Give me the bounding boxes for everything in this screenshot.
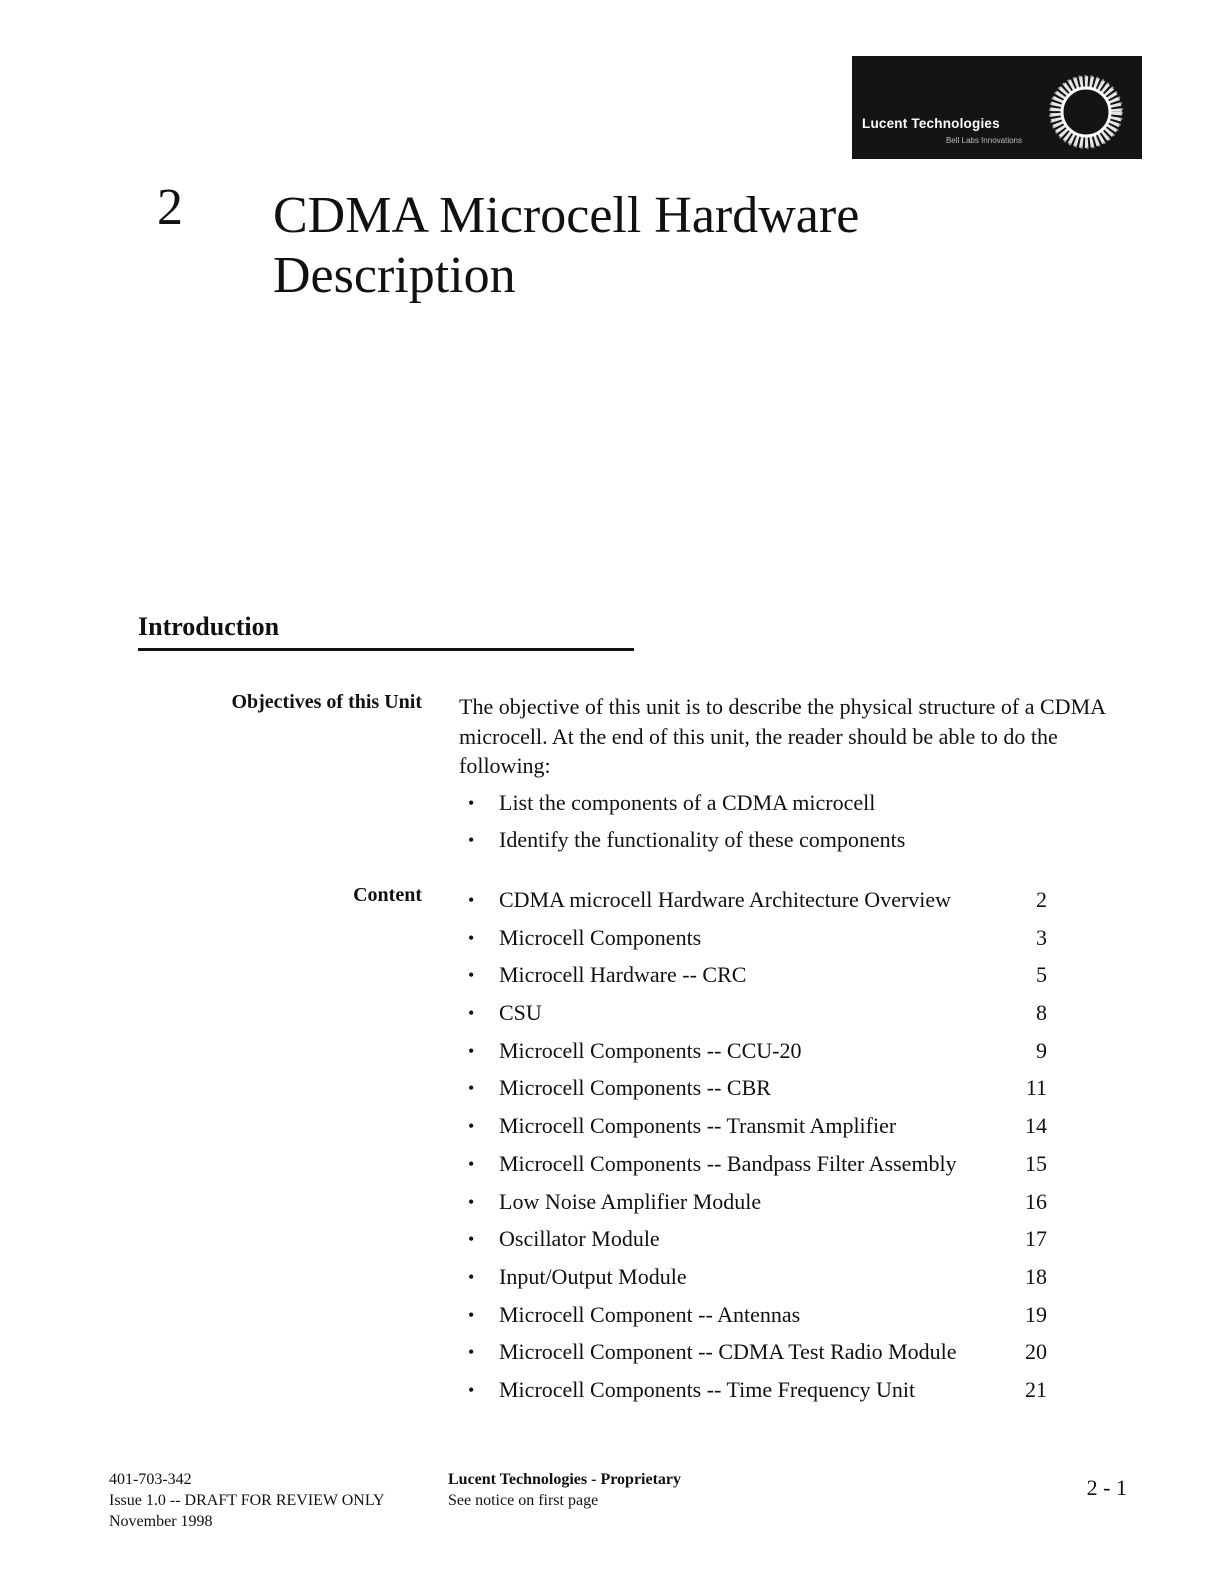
content-item-page: 2 (1036, 887, 1047, 912)
content-item-page: 18 (1025, 1263, 1047, 1289)
content-item-title: Microcell Component -- CDMA Test Radio Module (499, 1339, 957, 1365)
content-item-page: 17 (1025, 1226, 1047, 1252)
content-item-page: 15 (1025, 1150, 1047, 1176)
chapter-title-line1: CDMA Microcell Hardware (273, 187, 860, 244)
content-item-page: 14 (1025, 1113, 1047, 1139)
content-item-page: 21 (1025, 1376, 1047, 1402)
bullet-icon: • (468, 1040, 475, 1061)
content-item-page: 9 (1036, 1037, 1047, 1063)
content-item-title: Microcell Components -- CBR (499, 1075, 771, 1101)
objectives-list (459, 789, 1139, 863)
bullet-icon: • (468, 1153, 475, 1174)
content-item-title: CSU (499, 1000, 542, 1026)
content-item-title: CDMA microcell Hardware Architecture Overview (499, 887, 952, 912)
content-item-title: Low Noise Amplifier Module (499, 1188, 762, 1214)
list-item (459, 1150, 1099, 1188)
content-list (459, 886, 1099, 1414)
content-item-page: 5 (1036, 962, 1047, 988)
content-item-page: 16 (1025, 1188, 1047, 1214)
content-item-title: Microcell Components (499, 924, 702, 950)
bullet-icon: • (468, 927, 475, 948)
list-item (459, 1074, 1099, 1112)
lucent-ring-icon (1044, 70, 1128, 154)
footer-left (109, 1469, 385, 1532)
logo-name: Lucent Technologies (862, 116, 1000, 131)
objective-text: Identify the functionality of these components (499, 827, 906, 852)
bullet-icon: • (468, 830, 475, 850)
bullet-icon: • (468, 1003, 475, 1024)
content-item-title: Microcell Components -- Transmit Amplifier (499, 1113, 897, 1139)
bullet-icon: • (468, 965, 475, 986)
content-item-title: Microcell Component -- Antennas (499, 1301, 801, 1327)
content-item-title: Microcell Components -- Time Frequency Unit (499, 1376, 916, 1402)
list-item (459, 961, 1099, 999)
list-item (459, 826, 1139, 863)
bullet-icon: • (468, 1191, 475, 1212)
bullet-icon: • (468, 1078, 475, 1099)
content-item-title: Oscillator Module (499, 1226, 660, 1252)
notice-text: See notice on first page (448, 1492, 599, 1509)
content-label: Content (353, 884, 422, 906)
list-item (459, 1225, 1099, 1263)
content-item-page: 8 (1036, 1000, 1047, 1026)
list-item (459, 924, 1099, 962)
content-item-title: Microcell Hardware -- CRC (499, 962, 747, 988)
issue-date: November 1998 (109, 1513, 213, 1530)
objectives-paragraph: The objective of this unit is to describe the physical structure of a CDMA microcell. At the end of this unit, the reader should be able to do the following: (459, 694, 1105, 778)
content-item-title: Microcell Components -- CCU-20 (499, 1037, 802, 1063)
content-item-page: 11 (1025, 1075, 1047, 1101)
list-item (459, 1376, 1099, 1414)
list-item (459, 789, 1139, 826)
list-item (459, 999, 1099, 1037)
list-item (459, 1338, 1099, 1376)
objectives-label: Objectives of this Unit (231, 691, 422, 713)
bullet-icon: • (468, 1342, 475, 1363)
list-item (459, 1112, 1099, 1150)
bullet-icon: • (468, 890, 475, 910)
bullet-icon: • (468, 793, 475, 813)
logo-tagline: Bell Labs Innovations (945, 136, 1022, 145)
list-item (459, 1037, 1099, 1075)
bullet-icon: • (468, 1229, 475, 1250)
list-item (459, 1263, 1099, 1301)
content-item-title: Input/Output Module (499, 1263, 687, 1289)
list-item (459, 886, 1099, 924)
proprietary-text: Lucent Technologies - Proprietary (448, 1471, 682, 1488)
bullet-icon: • (468, 1379, 475, 1400)
bullet-icon: • (468, 1304, 475, 1325)
list-item (459, 1188, 1099, 1226)
chapter-title-line2: Description (273, 247, 516, 304)
chapter-number: 2 (157, 179, 183, 236)
bullet-icon: • (468, 1116, 475, 1137)
issue-text: Issue 1.0 -- DRAFT FOR REVIEW ONLY (109, 1492, 385, 1509)
page-number: 2 - 1 (1086, 1475, 1127, 1500)
footer-middle (448, 1469, 681, 1511)
doc-number: 401-703-342 (109, 1471, 192, 1488)
content-item-page: 20 (1025, 1339, 1047, 1365)
lucent-logo (852, 56, 1142, 159)
list-item (459, 1301, 1099, 1339)
objective-text: List the components of a CDMA microcell (499, 790, 876, 815)
content-item-page: 3 (1036, 924, 1047, 950)
content-item-page: 19 (1025, 1301, 1047, 1327)
section-heading: Introduction (138, 612, 634, 651)
content-item-title: Microcell Components -- Bandpass Filter Assembly (499, 1150, 957, 1176)
chapter-title (273, 186, 859, 306)
bullet-icon: • (468, 1266, 475, 1287)
